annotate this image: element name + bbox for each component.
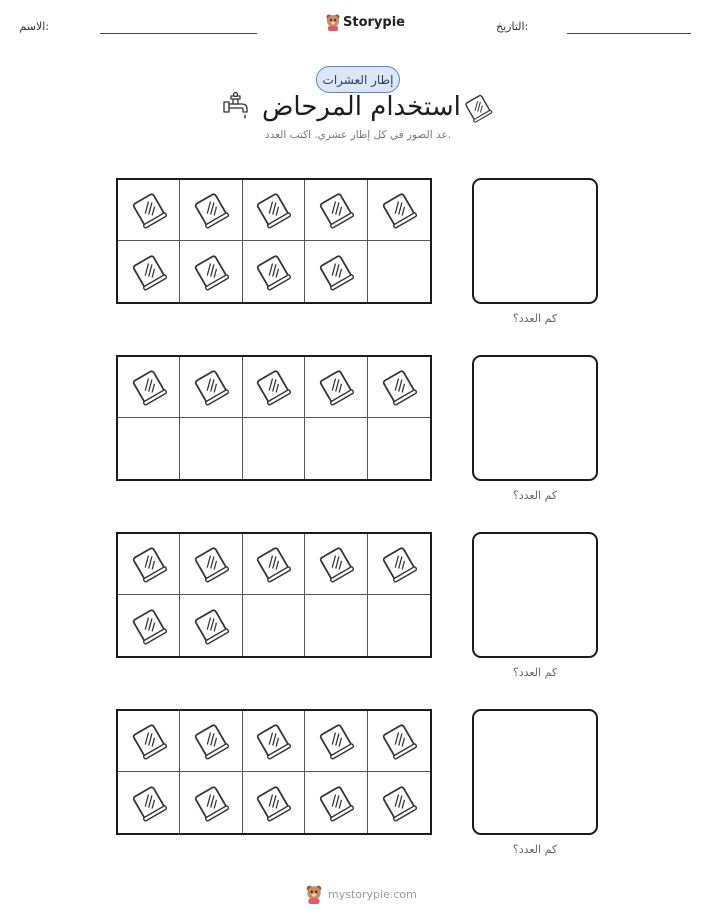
mirror-icon (254, 253, 292, 291)
mirror-icon (380, 722, 418, 760)
footer-site: mystorypie.com (328, 887, 417, 901)
mirror-icon (130, 784, 168, 822)
how-many-prompt: كم العدد؟ (512, 489, 558, 502)
ten-frame-cell (305, 534, 367, 595)
mirror-icon (463, 93, 493, 123)
ten-frame-cell (368, 595, 430, 656)
ten-frame-cell (368, 357, 430, 418)
ten-frame-cell (243, 241, 305, 302)
bear-logo-icon (325, 13, 341, 31)
ten-frame-cell (118, 418, 180, 479)
ten-frame-cell (180, 418, 242, 479)
ten-frame-cell (180, 357, 242, 418)
ten-frame-cell (368, 180, 430, 241)
ten-frame-cell (305, 241, 367, 302)
ten-frame-cell (180, 711, 242, 772)
mirror-icon (192, 191, 230, 229)
mirror-icon (317, 191, 355, 229)
ten-frame (116, 532, 432, 658)
ten-frame-cell (305, 357, 367, 418)
mirror-icon (192, 368, 230, 406)
ten-frame-cell (243, 357, 305, 418)
ten-frame-cell (368, 534, 430, 595)
answer-box[interactable] (472, 532, 598, 658)
mirror-icon (192, 545, 230, 583)
mirror-icon (317, 253, 355, 291)
ten-frame-cell (368, 418, 430, 479)
date-line[interactable] (567, 33, 691, 34)
ten-frame-cell (118, 711, 180, 772)
mirror-icon (254, 722, 292, 760)
ten-frame (116, 355, 432, 481)
date-label: التاريخ: (496, 20, 529, 33)
mirror-icon (192, 784, 230, 822)
ten-frame-cell (368, 241, 430, 302)
ten-frame-cell (118, 241, 180, 302)
ten-frame (116, 178, 432, 304)
worksheet-type-badge: إطار العشرات (316, 66, 400, 93)
ten-frame-cell (305, 180, 367, 241)
bear-logo-icon (305, 884, 323, 904)
ten-frame-cell (243, 418, 305, 479)
ten-frame-cell (305, 595, 367, 656)
ten-frame-cell (305, 772, 367, 833)
footer (305, 884, 417, 904)
mirror-icon (380, 784, 418, 822)
ten-frame-cell (305, 711, 367, 772)
mirror-icon (130, 545, 168, 583)
instructions: عد الصور في كل إطار عشري. اكتب العدد. (264, 129, 452, 141)
mirror-icon (192, 253, 230, 291)
mirror-icon (317, 722, 355, 760)
mirror-icon (254, 784, 292, 822)
ten-frame-cell (180, 534, 242, 595)
ten-frame-cell (243, 772, 305, 833)
mirror-icon (192, 607, 230, 645)
mirror-icon (130, 607, 168, 645)
mirror-icon (130, 722, 168, 760)
mirror-icon (317, 784, 355, 822)
mirror-icon (254, 545, 292, 583)
faucet-icon (222, 90, 254, 122)
mirror-icon (130, 253, 168, 291)
ten-frame-cell (118, 772, 180, 833)
ten-frame-cell (118, 595, 180, 656)
ten-frame-cell (243, 534, 305, 595)
ten-frame-cell (243, 595, 305, 656)
ten-frame-cell (180, 772, 242, 833)
mirror-icon (130, 191, 168, 229)
mirror-icon (380, 191, 418, 229)
mirror-icon (317, 545, 355, 583)
how-many-prompt: كم العدد؟ (512, 666, 558, 679)
mirror-icon (254, 368, 292, 406)
ten-frame-cell (243, 180, 305, 241)
ten-frame-cell (180, 180, 242, 241)
ten-frame-cell (118, 180, 180, 241)
mirror-icon (317, 368, 355, 406)
ten-frame-cell (180, 241, 242, 302)
name-line[interactable] (100, 33, 257, 34)
ten-frame-cell (118, 534, 180, 595)
ten-frame-cell (118, 357, 180, 418)
mirror-icon (380, 368, 418, 406)
brand-name: Storypie (343, 14, 405, 30)
storypie-logo (325, 13, 405, 31)
how-many-prompt: كم العدد؟ (512, 843, 558, 856)
ten-frame-cell (368, 772, 430, 833)
ten-frame (116, 709, 432, 835)
how-many-prompt: كم العدد؟ (512, 312, 558, 325)
answer-box[interactable] (472, 178, 598, 304)
mirror-icon (130, 368, 168, 406)
ten-frame-cell (368, 711, 430, 772)
mirror-icon (380, 545, 418, 583)
ten-frame-cell (180, 595, 242, 656)
answer-box[interactable] (472, 355, 598, 481)
name-label: الاسم: (19, 20, 49, 33)
ten-frame-cell (305, 418, 367, 479)
mirror-icon (254, 191, 292, 229)
ten-frame-cell (243, 711, 305, 772)
answer-box[interactable] (472, 709, 598, 835)
mirror-icon (192, 722, 230, 760)
worksheet-title: استخدام المرحاض (262, 92, 461, 122)
